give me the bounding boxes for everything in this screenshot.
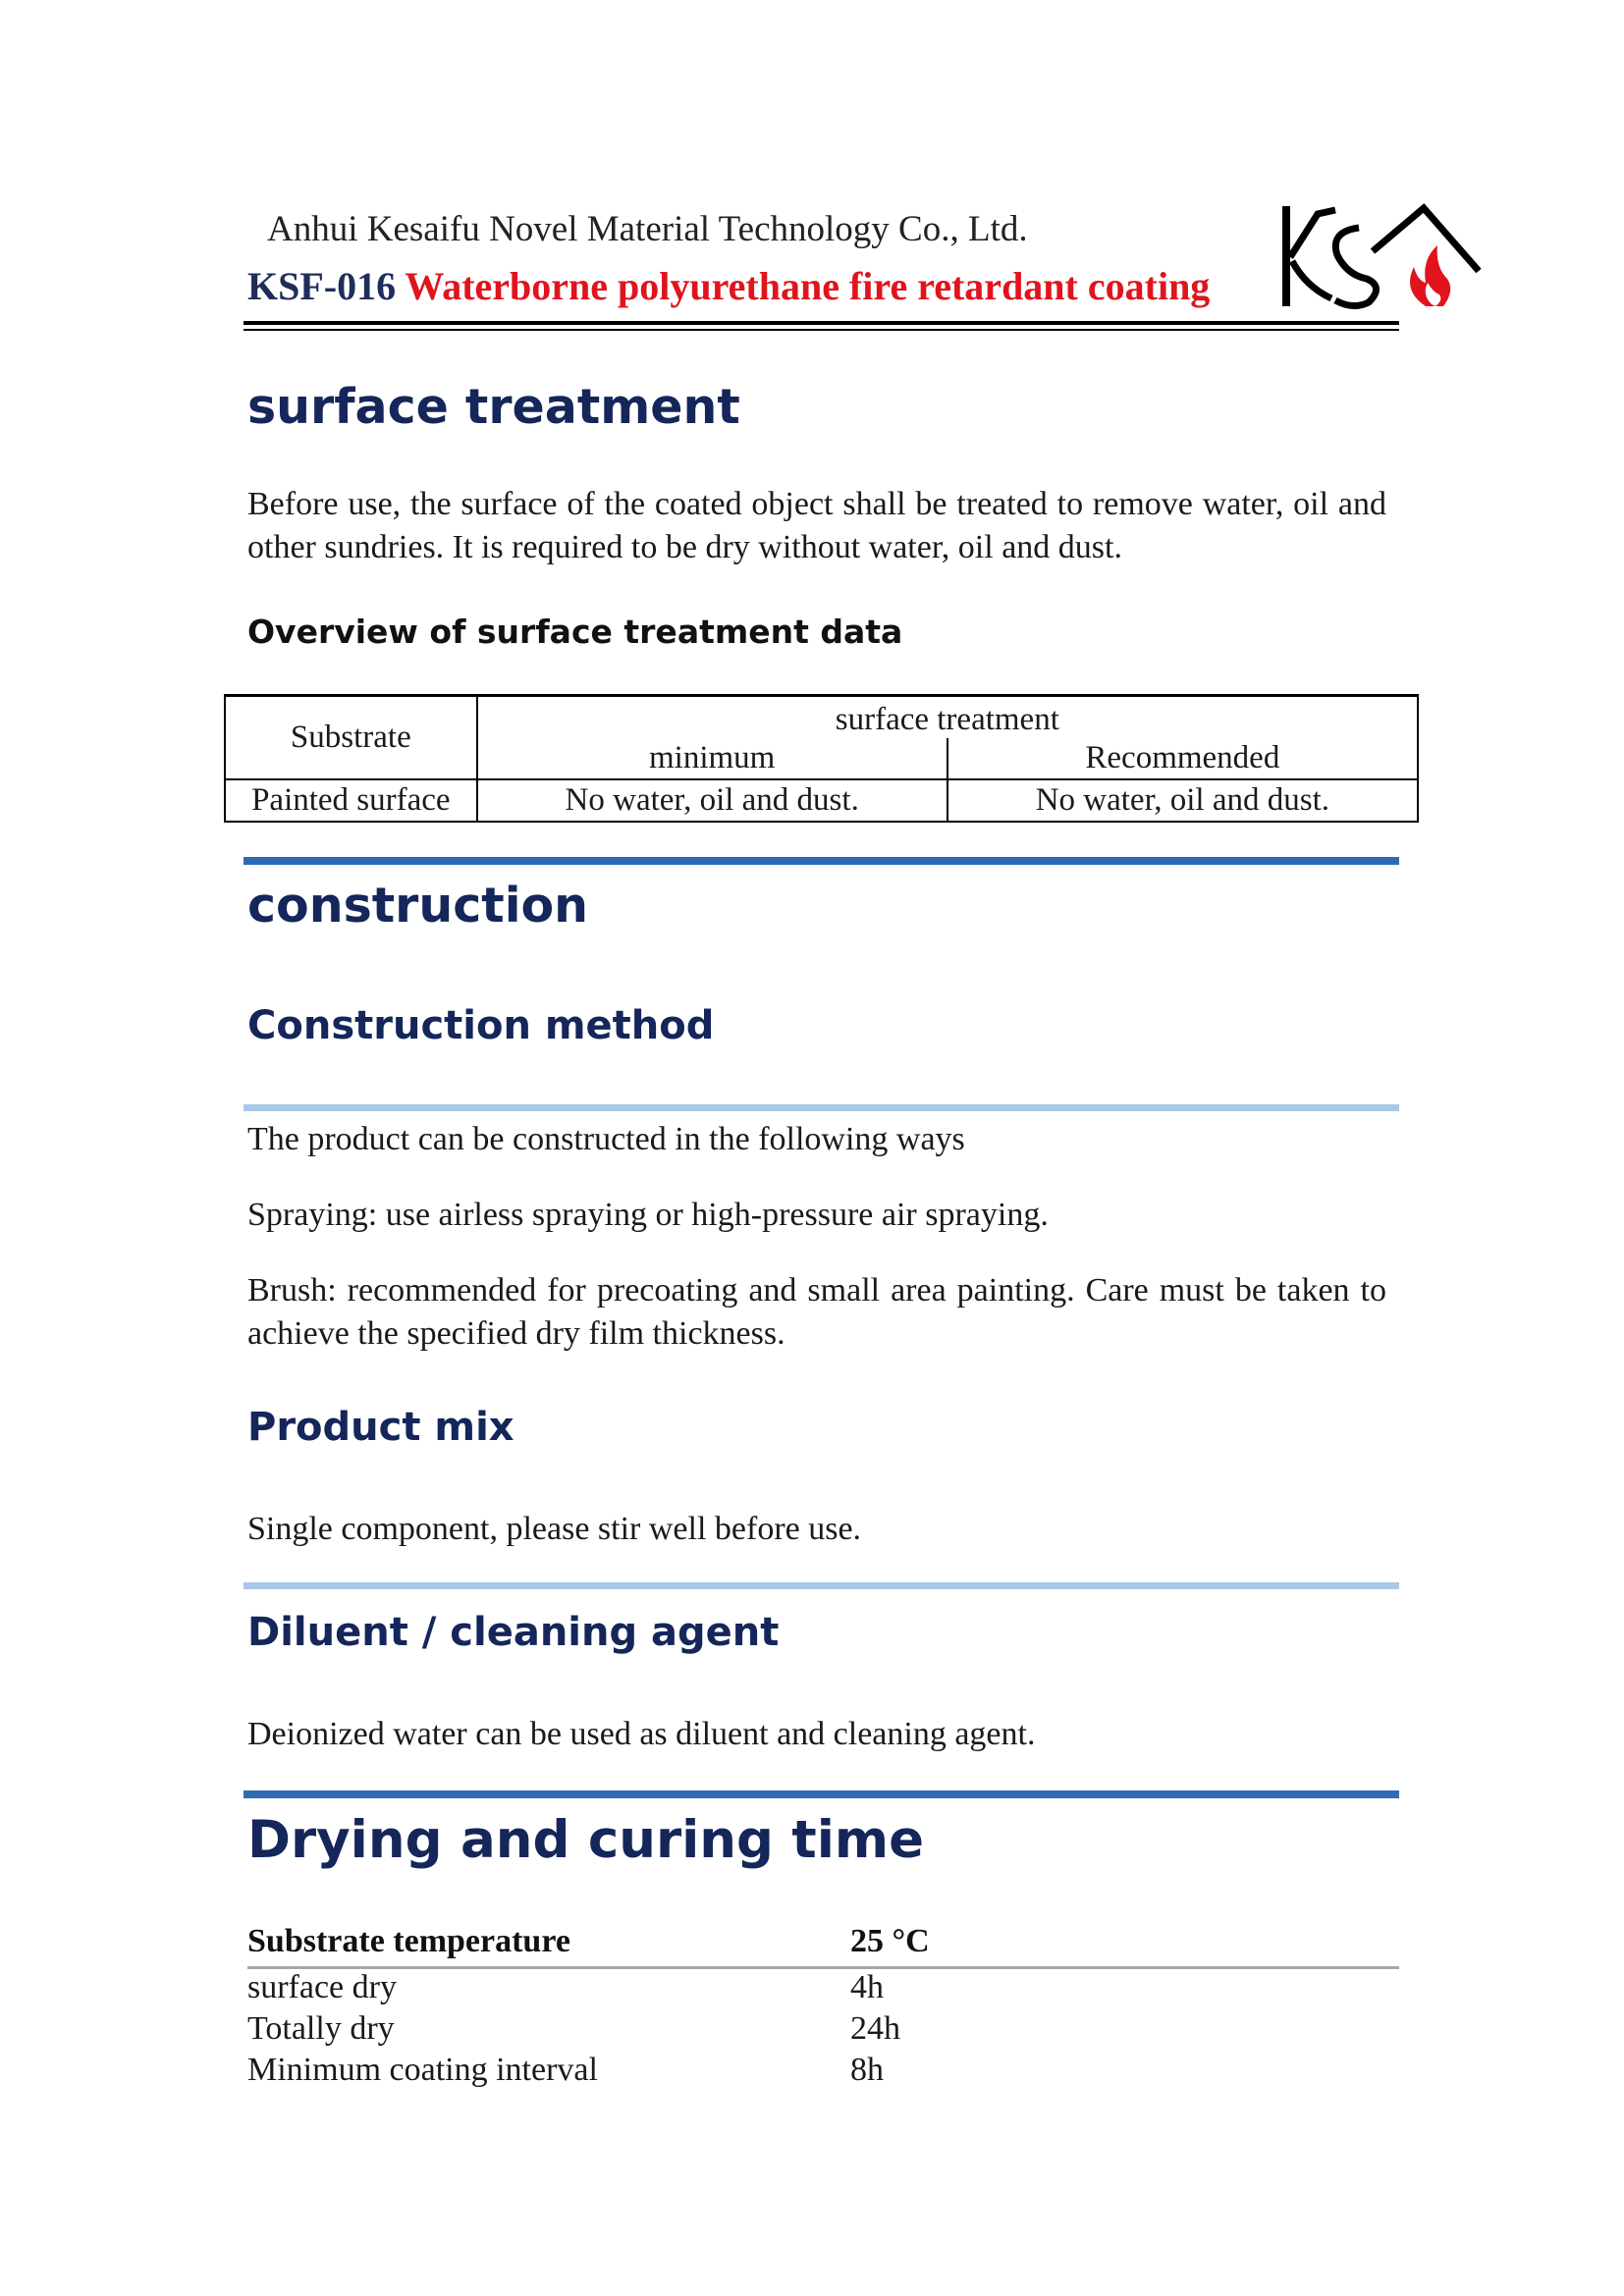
product-mix-body: Single component, please stir well before use. [247, 1511, 862, 1547]
table-row [247, 2010, 1399, 2052]
product-title [247, 263, 1210, 309]
surface-treatment-body: Before use, the surface of the coated object shall be treated to remove water, oil and other sundries. It is required to be dry without water, oil and dust. [247, 486, 1386, 565]
product-code: KSF-016 [247, 264, 397, 308]
construction-brush: Brush: recommended for precoating and small area painting. Care must be taken to achieve the specified dry film thickness. [247, 1272, 1386, 1352]
company-name: Anhui Kesaifu Novel Material Technology Co., Ltd. [267, 209, 1028, 249]
table-row [247, 2052, 1399, 2093]
drying-row-label: Totally dry [247, 2010, 395, 2047]
construction-method-heading: Construction method [247, 1003, 715, 1048]
header-rule-thin [244, 329, 1399, 331]
table-row [247, 1969, 1399, 2010]
header-rule-thick [244, 321, 1399, 325]
drying-row-value: 4h [850, 1969, 884, 2005]
ksf-flame-logo-icon [1278, 196, 1487, 316]
drying-row-label: surface dry [247, 1969, 397, 2005]
diluent-heading: Diluent / cleaning agent [247, 1610, 780, 1655]
surface-treatment-heading: surface treatment [247, 379, 740, 435]
overview-heading: Overview of surface treatment data [247, 613, 903, 651]
construction-spraying: Spraying: use airless spraying or high-pressure air spraying. [247, 1197, 1049, 1233]
product-name: Waterborne polyurethane fire retardant coating [405, 264, 1211, 308]
drying-row-value: 24h [850, 2010, 900, 2047]
table-cell-recommended: No water, oil and dust. [947, 779, 1418, 822]
surface-treatment-table [224, 694, 1419, 823]
table-header-substrate: Substrate [225, 696, 477, 779]
drying-table-header [247, 1923, 1399, 1964]
subsection-divider-diluent [244, 1582, 1399, 1589]
section-divider-construction [244, 857, 1399, 865]
table-row [225, 779, 1418, 822]
table-header-surface-treatment: surface treatment [477, 696, 1418, 738]
table-cell-substrate: Painted surface [225, 779, 477, 822]
drying-header-value: 25 °C [850, 1923, 930, 1959]
construction-method-intro: The product can be constructed in the following ways [247, 1121, 965, 1157]
table-header-minimum: minimum [477, 738, 947, 779]
section-divider-drying [244, 1790, 1399, 1798]
subsection-divider-method [244, 1104, 1399, 1111]
drying-row-value: 8h [850, 2052, 884, 2088]
construction-heading: construction [247, 878, 589, 934]
diluent-body: Deionized water can be used as diluent and cleaning agent. [247, 1716, 1036, 1752]
product-mix-heading: Product mix [247, 1405, 514, 1450]
table-cell-minimum: No water, oil and dust. [477, 779, 947, 822]
drying-row-label: Minimum coating interval [247, 2052, 598, 2088]
drying-heading: Drying and curing time [247, 1810, 925, 1870]
table-header-recommended: Recommended [947, 738, 1418, 779]
drying-header-label: Substrate temperature [247, 1923, 570, 1959]
